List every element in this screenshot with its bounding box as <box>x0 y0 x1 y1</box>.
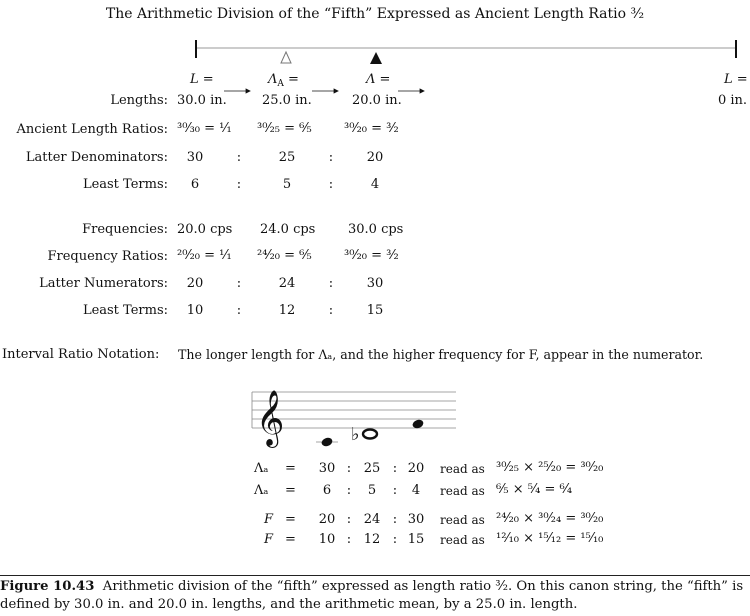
note-e-flat-whole <box>363 430 377 439</box>
row-a: 10 <box>318 532 336 547</box>
label-L-left: L = <box>190 72 214 87</box>
lengths-label: Lengths: <box>110 93 168 108</box>
row-eq: = <box>285 483 296 498</box>
separator: : <box>346 512 352 527</box>
separator: : <box>346 461 352 476</box>
numerator-value: 20 <box>186 276 204 291</box>
row-eq: = <box>285 512 296 527</box>
label-L-right: L = <box>724 72 748 87</box>
separator: : <box>236 276 242 291</box>
frequencies-label: Frequencies: <box>82 222 168 237</box>
treble-clef-icon: 𝄞 <box>256 390 285 446</box>
row-expr: ⁶⁄₅ × ⁵⁄₄ = ⁶⁄₄ <box>496 482 573 497</box>
row-symbol: Λₐ <box>254 461 269 476</box>
row-read: read as <box>440 533 485 547</box>
separator: : <box>346 532 352 547</box>
frequency-value: 20.0 cps <box>177 222 233 237</box>
row-b: 25 <box>363 461 381 476</box>
row-c: 30 <box>407 512 425 527</box>
frequency-ratios-label: Frequency Ratios: <box>47 249 168 264</box>
ratio-value: ³⁰⁄₂₅ = ⁶⁄₅ <box>257 121 312 136</box>
interval-notation-text: The longer length for Λₐ, and the higher frequency for F, appear in the numerator. <box>178 347 704 362</box>
separator: : <box>392 461 398 476</box>
length-value: 30.0 in. <box>177 93 227 108</box>
ratio-value: ²⁰⁄₂₀ = ¹⁄₁ <box>177 248 232 263</box>
row-b: 5 <box>367 483 377 498</box>
row-read: read as <box>440 484 485 498</box>
latter-denominators-label: Latter Denominators: <box>25 150 168 165</box>
length-value: 25.0 in. <box>262 93 312 108</box>
row-read: read as <box>440 513 485 527</box>
least-term-value: 12 <box>278 303 296 318</box>
least-terms-freq-label: Least Terms: <box>82 303 168 318</box>
least-term-value: 4 <box>370 177 380 192</box>
ratio-value: ³⁰⁄₂₀ = ³⁄₂ <box>344 121 399 136</box>
row-a: 20 <box>318 512 336 527</box>
row-read: read as <box>440 462 485 476</box>
separator: : <box>236 150 242 165</box>
row-symbol: F <box>264 512 274 527</box>
length-value: 20.0 in. <box>352 93 402 108</box>
row-symbol: F <box>264 532 274 547</box>
interval-notation-label: Interval Ratio Notation: <box>2 347 160 362</box>
denominator-value: 25 <box>278 150 296 165</box>
least-term-value: 10 <box>186 303 204 318</box>
least-term-value: 15 <box>366 303 384 318</box>
ratio-value: ³⁰⁄₃₀ = ¹⁄₁ <box>177 121 232 136</box>
separator: : <box>328 150 334 165</box>
ratio-value: ²⁴⁄₂₀ = ⁶⁄₅ <box>257 248 312 263</box>
row-b: 24 <box>363 512 381 527</box>
row-expr: ²⁴⁄₂₀ × ³⁰⁄₂₄ = ³⁰⁄₂₀ <box>496 511 604 526</box>
latter-numerators-label: Latter Numerators: <box>39 276 168 291</box>
ancient-ratios-label: Ancient Length Ratios: <box>16 122 168 137</box>
row-a: 30 <box>318 461 336 476</box>
label-lambda: Λ = <box>366 72 391 87</box>
row-b: 12 <box>363 532 381 547</box>
separator: : <box>392 532 398 547</box>
row-symbol: Λₐ <box>254 483 269 498</box>
separator: : <box>346 483 352 498</box>
flat-sign-icon: ♭ <box>351 424 360 445</box>
caption-label: Figure 10.43 <box>0 579 95 594</box>
separator: : <box>392 512 398 527</box>
frequency-value: 30.0 cps <box>348 222 404 237</box>
denominator-value: 30 <box>186 150 204 165</box>
row-c: 15 <box>407 532 425 547</box>
numerator-value: 24 <box>278 276 296 291</box>
least-terms-label: Least Terms: <box>82 177 168 192</box>
row-a: 6 <box>322 483 332 498</box>
figure-caption <box>0 575 750 614</box>
frequency-value: 24.0 cps <box>260 222 316 237</box>
least-term-value: 5 <box>282 177 292 192</box>
separator: : <box>236 177 242 192</box>
row-expr: ¹²⁄₁₀ × ¹⁵⁄₁₂ = ¹⁵⁄₁₀ <box>496 531 604 546</box>
least-term-value: 6 <box>190 177 200 192</box>
numerator-value: 30 <box>366 276 384 291</box>
separator: : <box>328 303 334 318</box>
row-eq: = <box>285 461 296 476</box>
denominator-value: 20 <box>366 150 384 165</box>
fifth-marker-filled <box>370 52 382 64</box>
row-c: 20 <box>407 461 425 476</box>
separator: : <box>328 276 334 291</box>
separator: : <box>392 483 398 498</box>
row-eq: = <box>285 532 296 547</box>
note-c <box>320 436 333 447</box>
label-lambda-A: $\Lambda_A$ = <box>268 72 299 89</box>
ratio-value: ³⁰⁄₂₀ = ³⁄₂ <box>344 248 399 263</box>
figure-title: The Arithmetic Division of the “Fifth” Expressed as Ancient Length Ratio ³⁄₂ <box>105 6 645 22</box>
separator: : <box>236 303 242 318</box>
row-expr: ³⁰⁄₂₅ × ²⁵⁄₂₀ = ³⁰⁄₂₀ <box>496 460 604 475</box>
mean-marker-hollow <box>281 52 291 63</box>
separator: : <box>328 177 334 192</box>
length-value: 0 in. <box>718 93 748 108</box>
caption-text: Arithmetic division of the “fifth” expressed as length ratio ³⁄₂. On this canon string, the “fifth” is defined by 30.0 in. and 20.0 in. lengths, and the arithmetic mean, by a 25.0 in. length. <box>0 579 744 612</box>
row-c: 4 <box>411 483 421 498</box>
